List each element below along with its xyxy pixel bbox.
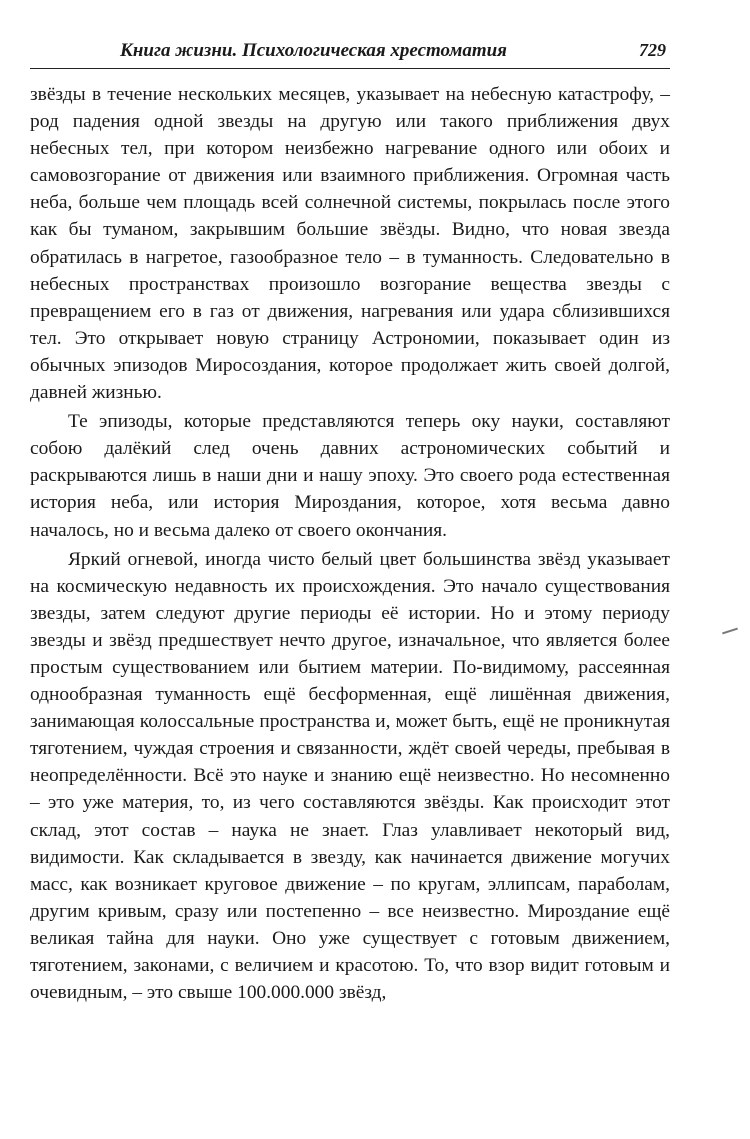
scan-mark: [722, 628, 738, 635]
running-title: Книга жизни. Психологическая хрестоматия: [120, 40, 507, 61]
body-text: [30, 81, 670, 1006]
paragraph: Те эпизоды, которые представляются теперь оку науки, составляют собою далёкий след очень давних астрономических событий и раскрываются лишь в наши дни и нашу эпоху. Это своего рода естественная история неба, или история Мироздания, которое, хотя весьма давно началось, но и весьма далеко от своего окончания.: [30, 411, 670, 541]
page-number: 729: [639, 40, 666, 60]
running-header: [30, 40, 670, 69]
book-page: [30, 40, 670, 1006]
paragraph-continued: звёзды в течение нескольких месяцев, указывает на небесную катастрофу, – род падения одной звезды на другую или такого приближения двух небесных тел, при котором неизбежно нагревание одного или обоих и самовозгорание от движения или взаимного приближения. Огромная часть неба, больше чем площадь всей солнечной системы, покрылась после этого как бы туманом, закрывшим большие звёзды. Видно, что новая звезда обратилась в нагретое, газообразное тело – в туманность. Следовательно в небесных пространствах произошло возгорание вещества звезды с превращением его в газ от движения, нагревания или удара сблизившихся тел. Это открывает новую страницу Астрономии, показывает один из обычных эпизодов Миросоздания, которое продолжает жить своей долгой, давней жизнью.: [30, 84, 670, 404]
paragraph: Яркий огневой, иногда чисто белый цвет большинства звёзд указывает на космическую недавность их происхождения. Это начало существования звезды, затем следуют другие периоды её истории. Но и этому периоду звезды и звёзд предшествует нечто другое, изначальное, что является более простым существованием или бытием материи. По-видимому, рассеянная однообразная туманность ещё бесформенная, ещё лишённая движения, занимающая колоссальные пространства и, может быть, ещё не проникнутая тяготением, чуждая строения и связанности, ждёт своей череды, пребывая в неопределённости. Всё это науке и знанию ещё неизвестно. Но несомненно – это уже материя, то, из чего составляются звёзды. Как происходит этот склад, этот состав – наука не знает. Глаз улавливает некоторый вид, видимости. Как складывается в звезду, как начинается движение могучих масс, как возникает круговое движение – по кругам, эллипсам, параболам, другим кривым, сразу или постепенно – все неизвестно. Мироздание ещё великая тайна для науки. Оно уже существует с готовым движением, тяготением, законами, с величием и красотою. То, что взор видит готовым и очевидным, – это свыше 100.000.000 звёзд,: [30, 548, 670, 1004]
